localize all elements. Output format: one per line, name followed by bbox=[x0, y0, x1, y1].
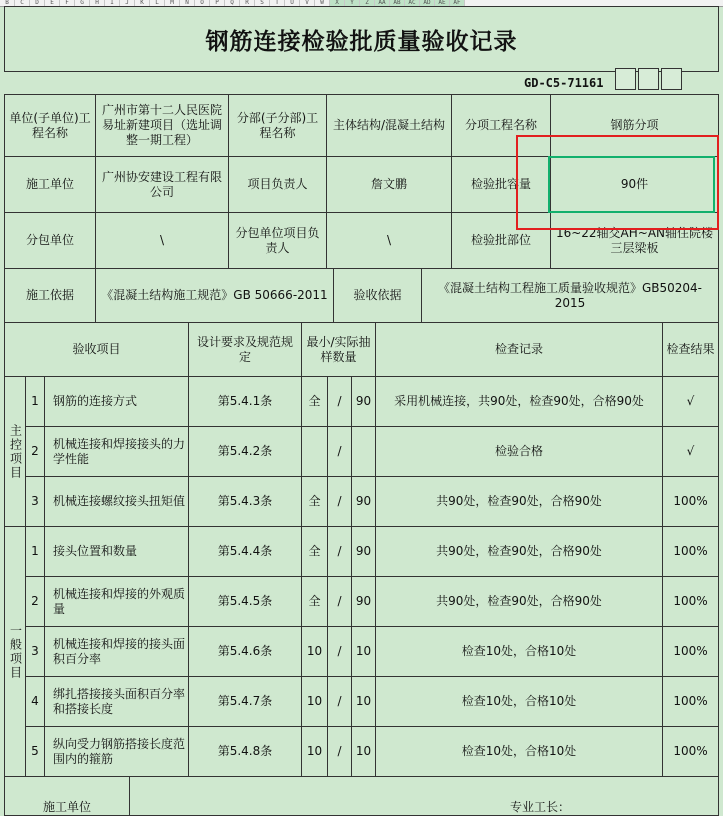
batch-location-value[interactable]: 16~22轴交AH~AN轴住院楼三层梁板 bbox=[550, 212, 719, 269]
th-result: 检查结果 bbox=[662, 322, 719, 377]
row-result[interactable]: 100% bbox=[662, 476, 719, 527]
row-sep: / bbox=[327, 576, 352, 627]
row-sep: / bbox=[327, 426, 352, 477]
construction-basis-label: 施工依据 bbox=[4, 268, 96, 323]
column-header-l[interactable]: L bbox=[150, 0, 165, 6]
row-record[interactable]: 检查10处，合格10处 bbox=[375, 726, 663, 777]
group-general-label: 一般项目 bbox=[4, 526, 26, 777]
row-record[interactable]: 检查10处，合格10处 bbox=[375, 626, 663, 677]
row-sep: / bbox=[327, 676, 352, 727]
row-record[interactable]: 采用机械连接，共90处，检查90处，合格90处 bbox=[375, 376, 663, 427]
row-actual[interactable]: 90 bbox=[351, 376, 376, 427]
sub-project-value[interactable]: 主体结构/混凝土结构 bbox=[326, 94, 452, 157]
batch-capacity-value[interactable]: 90件 bbox=[550, 156, 719, 213]
subcontract-leader-label: 分包单位项目负责人 bbox=[228, 212, 327, 269]
row-sep: / bbox=[327, 376, 352, 427]
construction-unit-label: 施工单位 bbox=[4, 156, 96, 213]
column-header-i[interactable]: I bbox=[105, 0, 120, 6]
row-number: 3 bbox=[25, 626, 45, 677]
row-item[interactable]: 机械连接和焊接的接头面积百分率 bbox=[44, 626, 189, 677]
column-header-b[interactable]: B bbox=[0, 0, 15, 6]
th-sampling: 最小/实际抽样数量 bbox=[301, 322, 376, 377]
project-leader-label: 项目负责人 bbox=[228, 156, 327, 213]
column-header-r[interactable]: R bbox=[240, 0, 255, 6]
project-leader-value[interactable]: 詹文鹏 bbox=[326, 156, 452, 213]
construction-basis-value[interactable]: 《混凝土结构施工规范》GB 50666-2011 bbox=[95, 268, 334, 323]
row-clause[interactable]: 第5.4.5条 bbox=[188, 576, 302, 627]
batch-capacity-label: 检验批容量 bbox=[451, 156, 551, 213]
row-result[interactable]: 100% bbox=[662, 626, 719, 677]
code-box-1[interactable] bbox=[615, 68, 636, 90]
row-result[interactable]: 100% bbox=[662, 726, 719, 777]
column-header-e[interactable]: E bbox=[45, 0, 60, 6]
th-item: 验收项目 bbox=[4, 322, 189, 377]
spreadsheet-sheet bbox=[4, 6, 719, 814]
unit-project-value[interactable]: 广州市第十二人民医院易址新建项目（选址调整一期工程） bbox=[95, 94, 229, 157]
column-header-u[interactable]: U bbox=[285, 0, 300, 6]
row-min[interactable]: 全 bbox=[301, 376, 328, 427]
unit-project-label: 单位(子单位)工程名称 bbox=[4, 94, 96, 157]
subcontract-unit-value[interactable]: \ bbox=[95, 212, 229, 269]
row-item[interactable]: 纵向受力钢筋搭接长度范围内的箍筋 bbox=[44, 726, 189, 777]
row-number: 3 bbox=[25, 476, 45, 527]
column-header-c[interactable]: C bbox=[15, 0, 30, 6]
red-highlight-box bbox=[516, 135, 719, 230]
column-header-m[interactable]: M bbox=[165, 0, 180, 6]
batch-location-label: 检验批部位 bbox=[451, 212, 551, 269]
column-header-ad[interactable]: AD bbox=[420, 0, 435, 6]
column-header-ac[interactable]: AC bbox=[405, 0, 420, 6]
column-header-t[interactable]: T bbox=[270, 0, 285, 6]
row-item[interactable]: 机械连接和焊接的外观质量 bbox=[44, 576, 189, 627]
column-header-af[interactable]: AF bbox=[450, 0, 465, 6]
th-design: 设计要求及规范规定 bbox=[188, 322, 302, 377]
row-clause[interactable]: 第5.4.1条 bbox=[188, 376, 302, 427]
row-item[interactable]: 接头位置和数量 bbox=[44, 526, 189, 577]
column-header-s[interactable]: S bbox=[255, 0, 270, 6]
acceptance-basis-label: 验收依据 bbox=[333, 268, 422, 323]
row-number: 1 bbox=[25, 526, 45, 577]
item-project-label: 分项工程名称 bbox=[451, 94, 551, 157]
row-clause[interactable]: 第5.4.4条 bbox=[188, 526, 302, 577]
column-header-o[interactable]: O bbox=[195, 0, 210, 6]
footer-left-cell[interactable]: 施工单位 bbox=[4, 776, 130, 816]
row-min[interactable]: 10 bbox=[301, 726, 328, 777]
column-header-j[interactable]: J bbox=[120, 0, 135, 6]
row-min[interactable]: 全 bbox=[301, 576, 328, 627]
row-item[interactable]: 机械连接螺纹接头扭矩值 bbox=[44, 476, 189, 527]
row-number: 4 bbox=[25, 676, 45, 727]
row-result[interactable]: 100% bbox=[662, 676, 719, 727]
row-record[interactable]: 检查10处，合格10处 bbox=[375, 676, 663, 727]
form-title: 钢筋连接检验批质量验收记录 bbox=[4, 6, 719, 72]
column-header-f[interactable]: F bbox=[60, 0, 75, 6]
item-project-value[interactable]: 钢筋分项 bbox=[550, 94, 719, 157]
subcontract-unit-label: 分包单位 bbox=[4, 212, 96, 269]
row-item[interactable]: 绑扎搭接接头面积百分率和搭接长度 bbox=[44, 676, 189, 727]
row-record[interactable]: 共90处，检查90处，合格90处 bbox=[375, 576, 663, 627]
column-header-y[interactable]: Y bbox=[345, 0, 360, 6]
column-header-h[interactable]: H bbox=[90, 0, 105, 6]
code-box-2[interactable] bbox=[638, 68, 659, 90]
group-main-label: 主控项目 bbox=[4, 376, 26, 527]
row-actual[interactable] bbox=[351, 426, 376, 477]
form-code: GD-C5-71161 bbox=[524, 76, 604, 90]
row-result[interactable]: √ bbox=[662, 376, 719, 427]
column-header-z[interactable]: Z bbox=[360, 0, 375, 6]
column-header-ae[interactable]: AE bbox=[435, 0, 450, 6]
row-item[interactable]: 机械连接和焊接接头的力学性能 bbox=[44, 426, 189, 477]
row-min[interactable]: 全 bbox=[301, 476, 328, 527]
construction-unit-value[interactable]: 广州协安建设工程有限公司 bbox=[95, 156, 229, 213]
row-item[interactable]: 钢筋的连接方式 bbox=[44, 376, 189, 427]
row-clause[interactable]: 第5.4.7条 bbox=[188, 676, 302, 727]
column-header-p[interactable]: P bbox=[210, 0, 225, 6]
column-header-n[interactable]: N bbox=[180, 0, 195, 6]
column-header-g[interactable]: G bbox=[75, 0, 90, 6]
row-clause[interactable]: 第5.4.6条 bbox=[188, 626, 302, 677]
row-record[interactable]: 共90处，检查90处，合格90处 bbox=[375, 526, 663, 577]
column-header-v[interactable]: V bbox=[300, 0, 315, 6]
column-header-d[interactable]: D bbox=[30, 0, 45, 6]
row-record[interactable]: 检验合格 bbox=[375, 426, 663, 477]
row-min[interactable]: 全 bbox=[301, 526, 328, 577]
row-min[interactable]: 10 bbox=[301, 676, 328, 727]
row-clause[interactable]: 第5.4.3条 bbox=[188, 476, 302, 527]
sub-project-label: 分部(子分部)工程名称 bbox=[228, 94, 327, 157]
row-result[interactable]: √ bbox=[662, 426, 719, 477]
acceptance-basis-value[interactable]: 《混凝土结构工程施工质量验收规范》GB50204-2015 bbox=[421, 268, 719, 323]
row-record[interactable]: 共90处，检查90处，合格90处 bbox=[375, 476, 663, 527]
column-header-x[interactable]: X bbox=[330, 0, 345, 6]
row-number: 1 bbox=[25, 376, 45, 427]
row-number: 2 bbox=[25, 576, 45, 627]
row-sep: / bbox=[327, 626, 352, 677]
footer-right-cell[interactable]: 专业工长： bbox=[129, 776, 719, 816]
row-sep: / bbox=[327, 526, 352, 577]
row-number: 5 bbox=[25, 726, 45, 777]
row-clause[interactable]: 第5.4.2条 bbox=[188, 426, 302, 477]
row-result[interactable]: 100% bbox=[662, 576, 719, 627]
row-actual[interactable]: 90 bbox=[351, 576, 376, 627]
code-box-3[interactable] bbox=[661, 68, 682, 90]
row-actual[interactable]: 10 bbox=[351, 676, 376, 727]
column-header-w[interactable]: W bbox=[315, 0, 330, 6]
row-sep: / bbox=[327, 726, 352, 777]
subcontract-leader-value[interactable]: \ bbox=[326, 212, 452, 269]
row-result[interactable]: 100% bbox=[662, 526, 719, 577]
th-record: 检查记录 bbox=[375, 322, 663, 377]
row-actual[interactable]: 90 bbox=[351, 476, 376, 527]
row-min[interactable]: 10 bbox=[301, 626, 328, 677]
row-actual[interactable]: 10 bbox=[351, 726, 376, 777]
row-actual[interactable]: 90 bbox=[351, 526, 376, 577]
row-actual[interactable]: 10 bbox=[351, 626, 376, 677]
row-clause[interactable]: 第5.4.8条 bbox=[188, 726, 302, 777]
column-header-k[interactable]: K bbox=[135, 0, 150, 6]
column-header-aa[interactable]: AA bbox=[375, 0, 390, 6]
column-header-q[interactable]: Q bbox=[225, 0, 240, 6]
row-min[interactable] bbox=[301, 426, 328, 477]
row-number: 2 bbox=[25, 426, 45, 477]
column-header-ab[interactable]: AB bbox=[390, 0, 405, 6]
row-sep: / bbox=[327, 476, 352, 527]
